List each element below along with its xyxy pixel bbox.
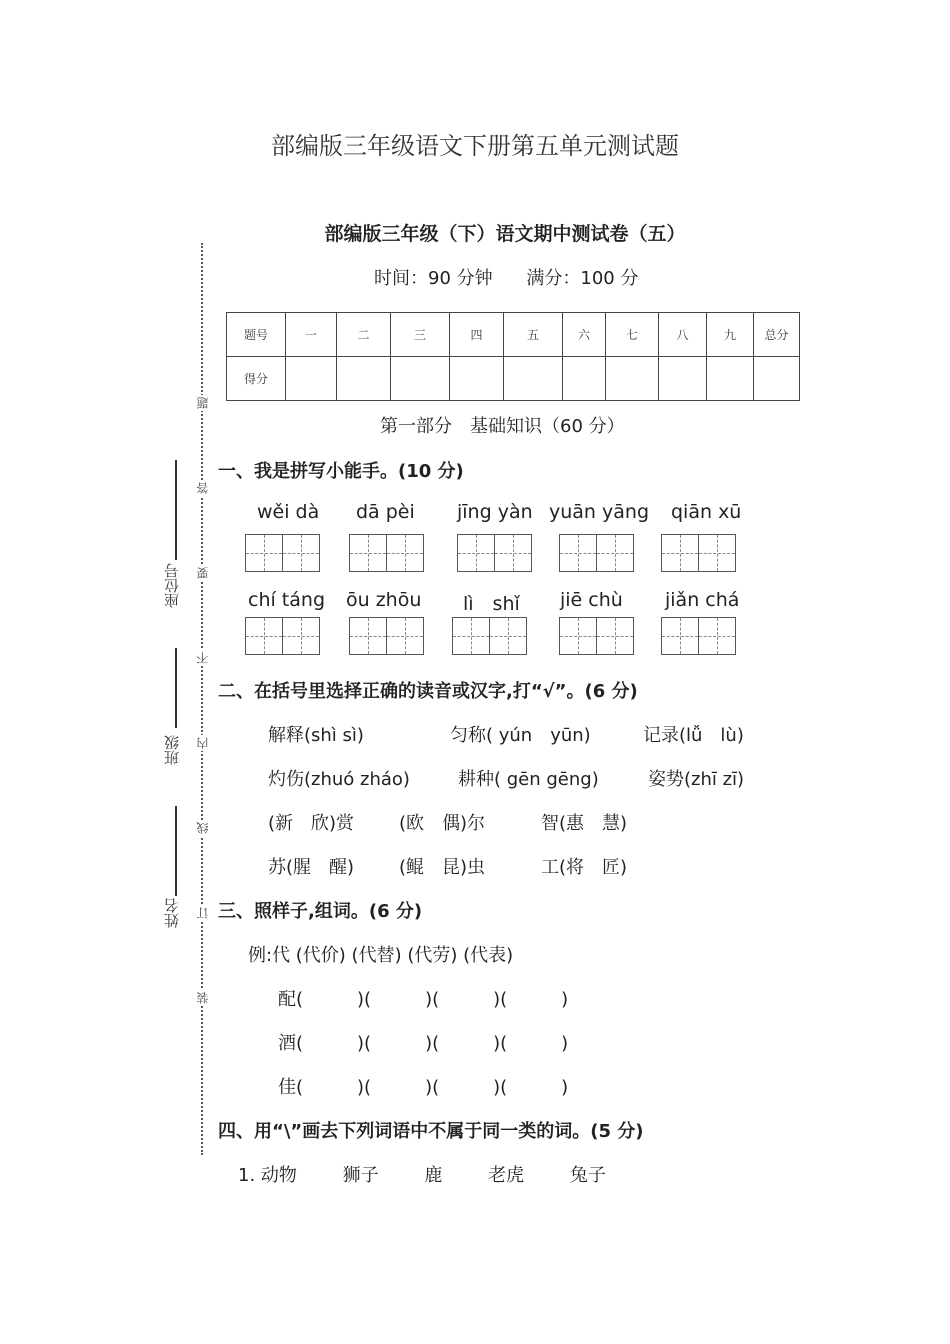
word-char: 佳 [278,1077,296,1098]
category-word[interactable]: 兔子 [569,1165,606,1186]
score-cell[interactable] [450,357,504,401]
writing-grid[interactable] [452,617,527,655]
writing-grid[interactable] [349,617,424,655]
choice-item[interactable]: 记录(lǚ lù) [643,725,744,746]
choice-item[interactable]: 匀称( yún yūn) [450,725,591,746]
name-line[interactable] [175,806,177,896]
category-word[interactable]: 鹿 [424,1165,443,1186]
choice-item[interactable]: (新 欣)赏 [268,813,355,834]
writing-grid[interactable] [457,534,532,572]
class-label: 班级 [163,735,181,765]
writing-grid[interactable] [245,617,320,655]
word-char: 酒 [278,1033,296,1054]
name-label: 姓名 [163,898,181,928]
writing-grid[interactable] [661,534,736,572]
choice-item[interactable]: (鲲 昆)虫 [399,857,486,878]
pinyin-label: ōu zhōu [346,589,422,611]
choice-item[interactable]: 智(惠 慧) [541,813,628,834]
section-one-title: 一、我是拼写小能手。(10 分) [218,461,464,482]
writing-grid[interactable] [559,534,634,572]
category-label: 1. 动物 [238,1165,297,1186]
score-header-cell: 三 [391,313,450,357]
writing-grid[interactable] [661,617,736,655]
score-table [226,312,800,401]
score-header-cell: 题号 [227,313,286,357]
pinyin-label: jiǎn chá [665,589,740,611]
category-word[interactable]: 狮子 [342,1165,379,1186]
choice-item[interactable]: 灼伤(zhuó zháo) [268,769,410,790]
score-cell[interactable] [707,357,754,401]
category-item-1[interactable] [238,1161,606,1187]
category-word[interactable]: 老虎 [488,1165,525,1186]
exam-info [374,264,666,290]
section-two-title: 二、在括号里选择正确的读音或汉字,打“√”。(6 分) [218,681,638,702]
choice-item[interactable]: 耕种( gēn gēng) [458,769,599,790]
class-line[interactable] [175,648,177,728]
choice-item[interactable]: 工(将 匠) [541,857,628,878]
word-example: 例:代 (代价) (代替) (代劳) (代表) [248,945,514,966]
score-header-cell: 总分 [754,313,800,357]
score-header-cell: 九 [707,313,754,357]
word-group-row[interactable] [278,1029,568,1055]
writing-grid[interactable] [349,534,424,572]
section-three-title: 三、照样子,组词。(6 分) [218,901,423,922]
score-cell[interactable] [659,357,707,401]
margin-char: 线 [196,822,210,834]
seat-number-line[interactable] [175,460,177,560]
word-blanks[interactable]: ( )( )( )( ) [296,1033,569,1054]
score-cell[interactable] [337,357,391,401]
exam-time: 时间：90 分钟 [374,268,493,289]
pinyin-label: jīng yàn [457,501,533,523]
margin-char: 题 [196,397,210,409]
margin-char: 装 [196,992,210,1004]
score-header-cell: 二 [337,313,391,357]
pinyin-label: chí táng [248,589,326,611]
choice-item[interactable]: 姿势(zhī zī) [648,769,745,790]
score-header-cell: 七 [606,313,659,357]
binding-dotted-line [201,243,203,1155]
pinyin-label: wěi dà [257,501,320,523]
score-cell[interactable] [754,357,800,401]
pinyin-label: yuān yāng [549,501,650,523]
score-table-header-row [227,313,800,357]
section-four-title: 四、用“\”画去下列词语中不属于同一类的词。(5 分) [218,1121,644,1142]
score-table-score-row [227,357,800,401]
part-one-title: 第一部分 基础知识（60 分） [380,416,625,437]
score-row-label: 得分 [227,357,286,401]
score-cell[interactable] [563,357,606,401]
score-cell[interactable] [391,357,450,401]
pinyin-label: lì shǐ [463,593,520,615]
pinyin-label: jiē chù [560,589,623,611]
score-header-cell: 五 [504,313,563,357]
writing-grid[interactable] [559,617,634,655]
margin-char: 答 [196,482,210,494]
score-cell[interactable] [606,357,659,401]
writing-grid[interactable] [245,534,320,572]
word-group-row[interactable] [278,985,568,1011]
margin-char: 不 [196,652,210,664]
choice-item[interactable]: 苏(腥 醒) [268,857,355,878]
score-cell[interactable] [504,357,563,401]
word-blanks[interactable]: ( )( )( )( ) [296,989,569,1010]
word-char: 配 [278,989,296,1010]
seat-number-label: 座位号 [163,563,181,608]
document-title: 部编版三年级语文下册第五单元测试题 [271,132,679,160]
exam-full-score: 满分：100 分 [526,268,639,289]
score-header-cell: 一 [286,313,337,357]
pinyin-label: dā pèi [356,501,415,523]
margin-char: 要 [196,567,210,579]
margin-char: 订 [196,907,210,919]
score-header-cell: 六 [563,313,606,357]
choice-item[interactable]: (欧 偶)尔 [399,813,486,834]
word-group-row[interactable] [278,1073,568,1099]
exam-title: 部编版三年级（下）语文期中测试卷（五） [324,223,686,245]
margin-char: 内 [196,737,210,749]
word-blanks[interactable]: ( )( )( )( ) [296,1077,569,1098]
score-header-cell: 四 [450,313,504,357]
choice-item[interactable]: 解释(shì sì) [268,725,364,746]
score-cell[interactable] [286,357,337,401]
pinyin-label: qiān xū [671,501,742,523]
score-header-cell: 八 [659,313,707,357]
